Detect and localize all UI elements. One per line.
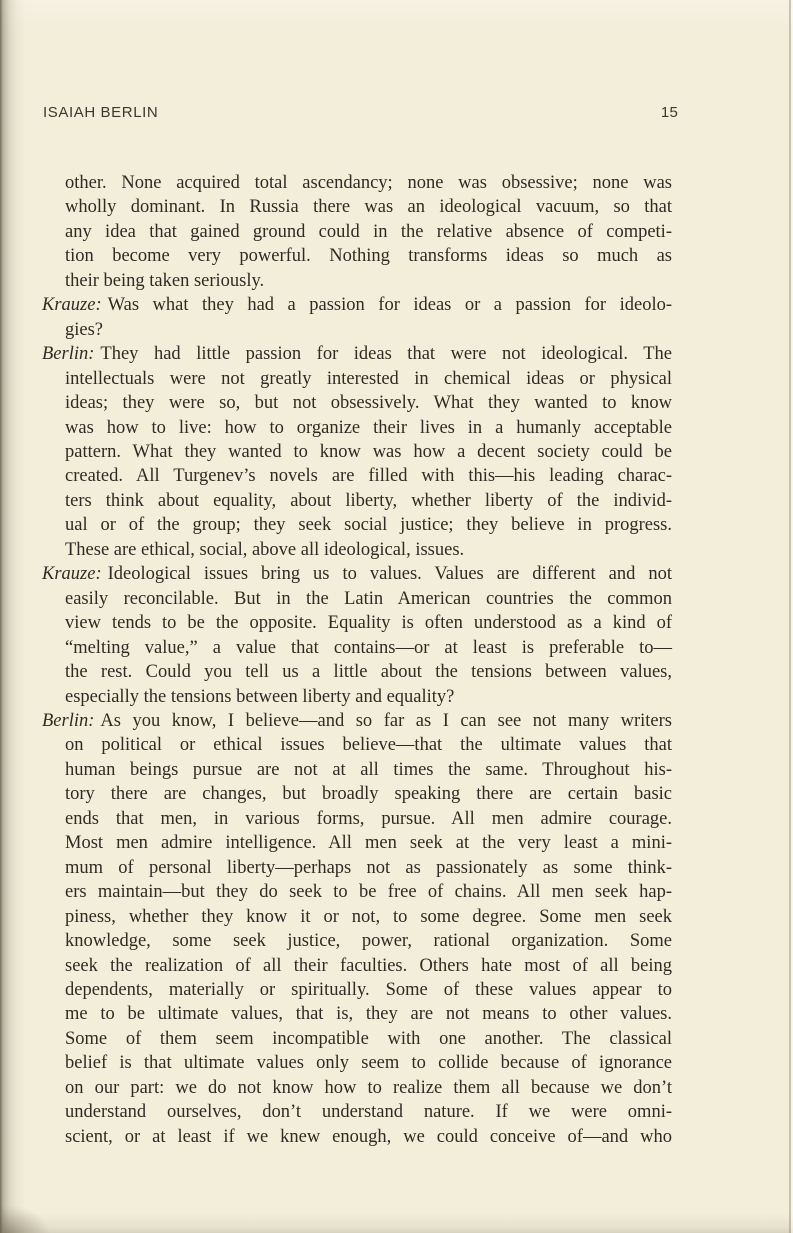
text-line: was how to live: how to organize their lives in a humanly acceptable [65,417,672,438]
text-line: other. None acquired total ascendancy; none was obsessive; none was [65,173,672,193]
speaker-label: Krauze: [42,295,102,316]
text-line: dependents, materially or spiritually. Some of these values appear to [65,979,672,1000]
text-line: any idea that gained ground could in the relative absence of competi- [65,221,672,242]
text-line: on our part: we do not know how to realize them all because we don’t [65,1077,672,1098]
text-line: “melting value,” a value that contains—or at least is preferable to— [65,637,672,658]
dialogue-paragraph [42,171,672,293]
speaker-label: Krauze: [42,564,102,585]
text-line: tory there are changes, but broadly speaking there are certain basic [65,784,672,805]
dialogue-paragraph [42,293,672,342]
text-line: Some of them seem incompatible with one another. The classical [65,1028,672,1049]
page-number: 15 [660,104,678,121]
text-line: view tends to be the opposite. Equality is often understood as a kind of [65,613,672,634]
text-line: gies? [65,319,104,340]
text-line: scient, or at least if we knew enough, we could conceive of—and who [65,1126,672,1147]
text-line: the rest. Could you tell us a little about the tensions between values, [65,662,672,683]
text-line: easily reconcilable. But in the Latin American countries the common [65,588,672,609]
text-line: wholly dominant. In Russia there was an ideological vacuum, so that [65,197,672,218]
text-line: ters think about equality, about liberty, whether liberty of the individ- [65,490,672,511]
text-line: on political or ethical issues believe—that the ultimate values that [65,735,672,756]
text-line: These are ethical, social, above all ideological, issues. [65,539,465,560]
text-line: Berlin: As you know, I believe—and so far as I can see not many writers [42,710,672,731]
scan-edge-line [789,0,791,1233]
dialogue-paragraph [42,562,672,709]
text-line: piness, whether they know it or not, to some degree. Some men seek [65,906,672,927]
text-line: ual or of the group; they seek social justice; they believe in progress. [65,515,672,536]
text-line: created. All Turgenev’s novels are filled with this—his leading charac- [65,466,672,487]
text-line: intellectuals were not greatly interested in chemical ideas or physical [65,368,672,389]
text-line: mum of personal liberty—perhaps not as passionately as some think- [65,857,672,878]
page-text [42,171,672,1149]
speaker-label: Berlin: [42,344,95,365]
page-header [43,104,678,121]
running-title: ISAIAH BERLIN [43,104,159,121]
dialogue-paragraph [42,709,672,1149]
text-line: their being taken seriously. [65,270,265,291]
speaker-label: Berlin: [42,710,95,731]
dialogue-paragraph [42,342,672,562]
text-line: tion become very powerful. Nothing transforms ideas so much as [65,246,672,267]
text-line: belief is that ultimate values only seem to collide because of ignorance [65,1053,672,1074]
text-line: understand ourselves, don’t understand nature. If we were omni- [65,1102,672,1123]
text-line: me to be ultimate values, that is, they are not means to other values. [65,1004,672,1025]
text-line: ideas; they were so, but not obsessively. What they wanted to know [65,393,672,414]
text-line: seek the realization of all their faculties. Others hate most of all being [65,955,672,976]
text-line: knowledge, some seek justice, power, rational organization. Some [65,931,672,952]
text-line: Berlin: They had little passion for ideas that were not ideological. The [42,344,672,365]
text-line: Krauze: Was what they had a passion for ideas or a passion for ideolo- [42,295,672,316]
text-line: ends that men, in various forms, pursue. All men admire courage. [65,808,672,829]
text-line: ers maintain—but they do seek to be free of chains. All men seek hap- [65,882,672,903]
text-line: Most men admire intelligence. All men seek at the very least a mini- [65,833,672,854]
text-line: Krauze: Ideological issues bring us to values. Values are different and not [42,564,672,585]
text-line: especially the tensions between liberty and equality? [65,686,455,707]
text-line: pattern. What they wanted to know was how a decent society could be [65,441,672,462]
text-line: human beings pursue are not at all times the same. Throughout his- [65,759,672,780]
